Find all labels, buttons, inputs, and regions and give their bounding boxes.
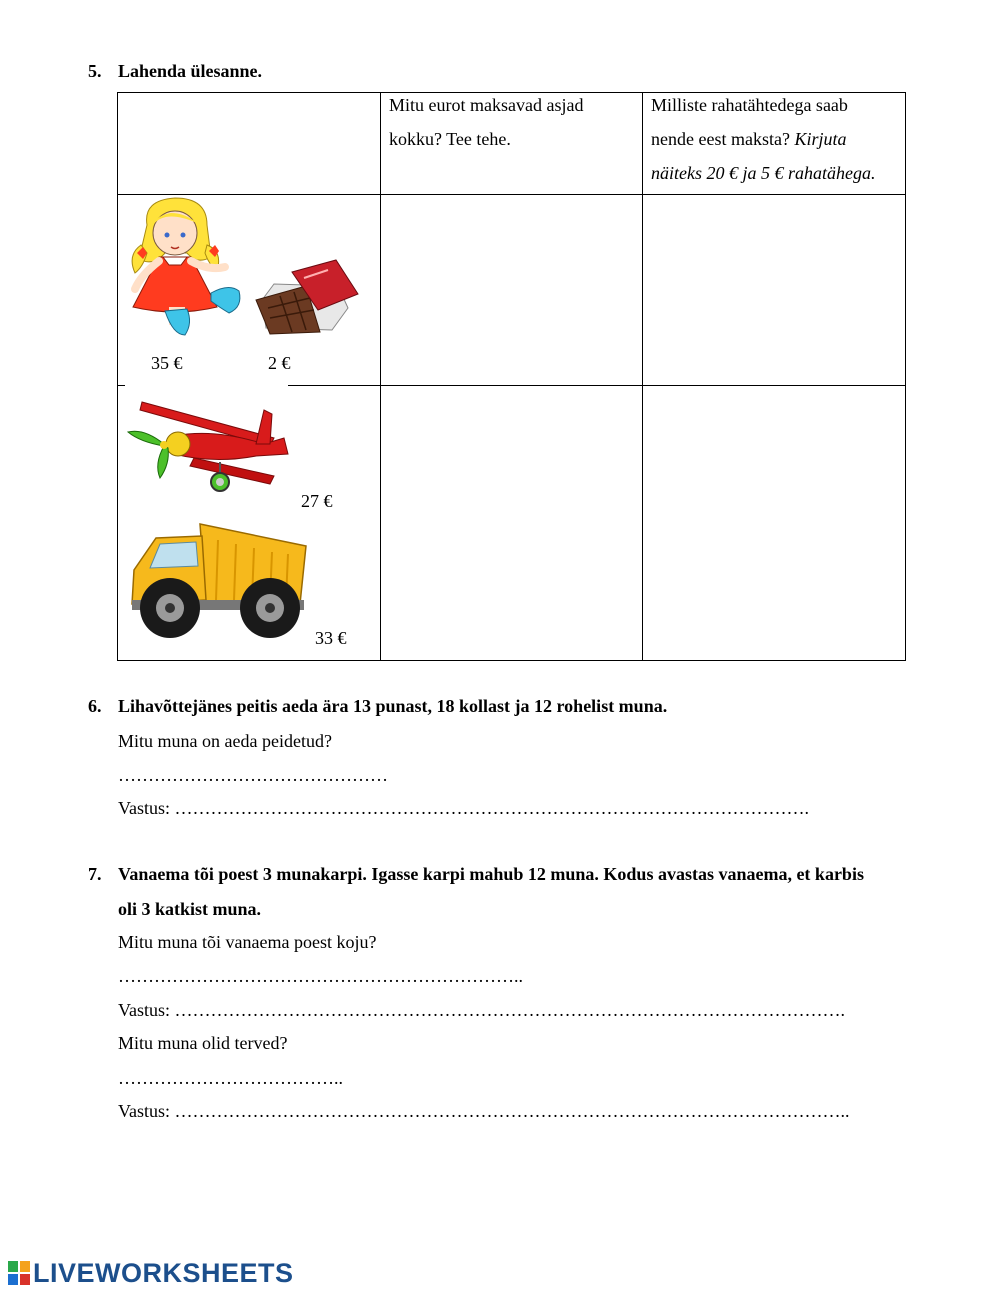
row1-banknotes-answer[interactable] [643,195,905,385]
row2-banknotes-answer[interactable] [643,386,905,660]
price-truck: 33 € [315,628,347,648]
header-banknotes: Milliste rahatähtedega saab nende eest maksta? Kirjuta näiteks 20 € ja 5 € rahatähega. [651,95,876,183]
brand-name: LIVEWORKSHEETS [33,1257,294,1288]
task6-number: 6. [88,696,102,716]
row2-total-answer[interactable] [381,386,642,660]
task7-statement-line1: Vanaema tõi poest 3 munakarpi. Igasse karpi mahub 12 muna. Kodus avastas vanaema, et karbis [118,864,864,884]
task6-answer[interactable]: Vastus: ……………………………………………………………………………………………. [118,798,810,818]
task7-answer1[interactable]: Vastus: …………………………………………………………………………………………………. [118,1000,846,1020]
liveworksheets-logo[interactable] [8,1258,294,1288]
price-doll: 35 € [151,353,183,373]
task7-work-line2[interactable]: ……………………………….. [118,1068,343,1088]
task7-question2: Mitu muna olid terved? [118,1033,288,1053]
task6-work-line[interactable]: ……………………………………… [118,765,388,785]
task6-question: Mitu muna on aeda peidetud? [118,731,332,751]
airplane-image [124,398,292,496]
dump-truck-image [128,520,310,642]
task6-statement: Lihavõttejänes peitis aeda ära 13 punast, 18 kollast ja 12 rohelist muna. [118,696,668,716]
price-chocolate: 2 € [268,353,291,373]
task7-answer2[interactable]: Vastus: ………………………………………………………………………………………………….. [118,1101,850,1121]
task7-statement-line2: oli 3 katkist muna. [118,899,262,919]
header-total-cost: Mitu eurot maksavad asjad kokku? Tee tehe. [389,95,584,149]
liveworksheets-logo-icon [8,1261,30,1285]
row1-total-answer[interactable] [381,195,642,385]
task7-work-line1[interactable]: ………………………………………………………….. [118,966,523,986]
task7-number: 7. [88,864,102,884]
task7-question1: Mitu muna tõi vanaema poest koju? [118,932,377,952]
price-airplane: 27 € [301,491,333,511]
chocolate-image [248,256,360,336]
task5-number: 5. [88,61,102,81]
task5-title: Lahenda ülesanne. [118,61,263,81]
doll-image [125,195,250,345]
